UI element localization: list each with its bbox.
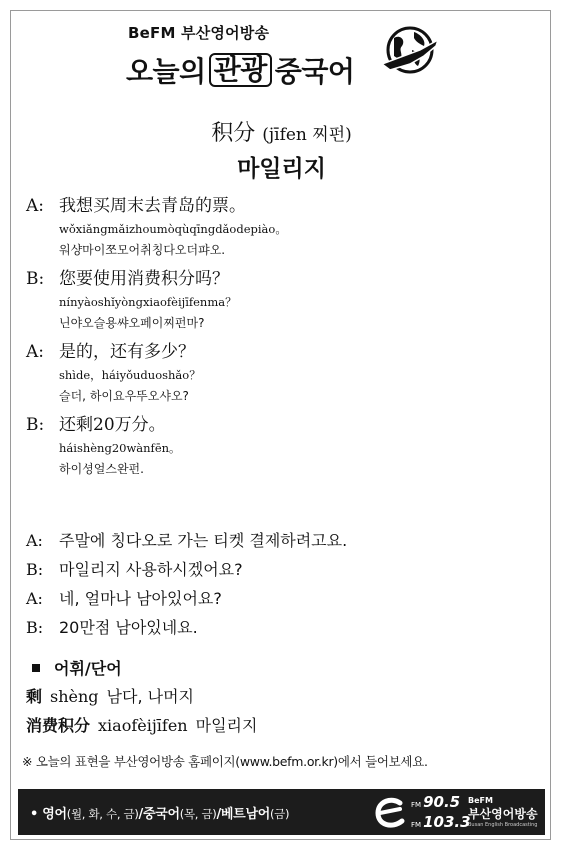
speaker-label: A: [26,196,45,216]
footer-bar [18,789,545,835]
chinese-sentence: 您要使用消费积分吗？ [59,269,229,289]
speaker-label: B: [26,269,45,289]
chinese-sentence: 还剩20万分。 [59,415,166,435]
speaker-label: A: [26,589,43,608]
befm-e-logo-icon [370,795,410,831]
korean-reading: 워샹마이쪼모어취칭다오더퍄오. [59,243,226,257]
speaker-label: A: [26,342,45,362]
frequency-1: 90.5 [423,793,461,811]
term-korean: 마일리지 [237,156,326,182]
vocab-meaning: 마일리지 [195,716,258,735]
lang-vietnamese: 베트남어 [220,807,270,822]
website-notice: ※ 오늘의 표현을 부산영어방송 홈페이지(www.befm.or.kr)에서 들어보세요. [22,754,428,769]
dialogue-turn [26,412,526,479]
korean-reading: 하이셩얼스완펀. [59,462,144,476]
brand-title [126,50,354,90]
vocab-heading [32,656,122,679]
vocab-heading-text: 어휘/단어 [54,659,122,678]
pinyin-line: háishèng20wànfēn。 [59,441,181,455]
vocab-pinyin: xiaofèijīfen [98,716,188,735]
term-chinese: 积分 [211,121,256,146]
vocab-item [26,683,536,712]
dialogue-turn [26,339,526,406]
lang-english: 영어 [42,807,67,822]
korean-sentence: 주말에 칭다오로 가는 티켓 결제하려고요. [59,531,348,550]
brand-title-boxed: 관광 [209,53,272,87]
speaker-label: B: [26,618,44,637]
station-name: 부산영어방송 [468,807,538,821]
pinyin-line: nínyàoshǐyòngxiaofèijīfenma？ [59,295,237,309]
chinese-sentence: 我想买周末去青岛的票。 [59,196,246,216]
lang-chinese: 중국어 [142,807,180,822]
vocab-item [26,712,536,741]
station-brand: BeFM [468,796,493,805]
korean-sentence: 네, 얼마나 남아있어요? [59,589,222,608]
frequencies [411,794,471,834]
globe-airplane-icon [380,20,440,78]
vocab-meaning: 남다, 나머지 [106,687,194,706]
pinyin-line: wǒxiǎngmǎizhoumòqùqīngdǎodepiào。 [59,222,287,236]
fm-label: FM [411,801,422,809]
separator: / [138,807,143,822]
speaker-label: B: [26,415,45,435]
korean-dialogue [26,526,536,642]
days-vietnamese: (금) [269,807,290,821]
broadcast-schedule [30,803,289,822]
fm-label: FM [411,821,422,829]
pinyin-line: shìde，háiyǒuduoshǎo？ [59,368,201,382]
brand-title-post: 중국어 [274,55,355,88]
term-pinyin-korean: (jīfen 찌펀) [262,125,352,145]
vocab-pinyin: shèng [50,687,99,706]
vocab-list [26,683,536,741]
frequency-2: 103.3 [423,813,471,831]
separator: / [216,807,221,822]
korean-sentence: 마일리지 사용하시겠어요? [59,560,243,579]
days-chinese: (목, 금) [179,807,217,821]
korean-line [26,613,536,642]
square-bullet-icon [32,664,40,672]
korean-reading: 닌야오슬용쌰오페이찌펀마? [59,316,205,330]
schedule-bullet: • [30,807,39,822]
dialogue-turn [26,193,526,260]
korean-line [26,555,536,584]
station-english: Busan English Broadcasting [468,822,538,828]
days-english: (월, 화, 수, 금) [66,807,139,821]
speaker-label: B: [26,560,44,579]
chinese-sentence: 是的，还有多少？ [59,342,195,362]
brand-subtitle: BeFM 부산영어방송 [128,24,270,42]
term-line [0,116,563,147]
station-info [468,796,538,828]
vocab-word: 剩 [26,687,43,706]
brand-title-pre: 오늘의 [126,55,206,88]
vocab-word: 消费积分 [26,716,91,735]
speaker-label: A: [26,531,43,550]
korean-line [26,584,536,613]
chinese-dialogue [26,193,526,485]
dialogue-turn [26,266,526,333]
korean-sentence: 20만점 남아있네요. [59,618,198,637]
korean-line [26,526,536,555]
korean-reading: 슬더, 하이요우뚜오샤오? [59,389,189,403]
